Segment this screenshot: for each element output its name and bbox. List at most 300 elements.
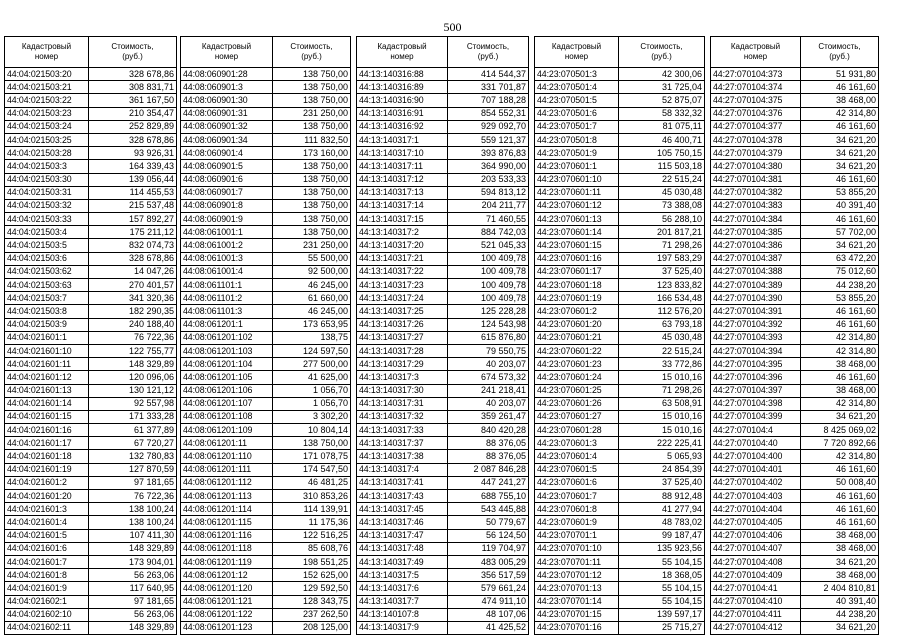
cost-cell: 215 537,48 <box>89 199 177 212</box>
cadastral-number-cell: 44:13:140317:1 <box>357 133 448 146</box>
cost-cell: 117 640,95 <box>89 582 177 595</box>
cadastral-number-cell: 44:04:021601:3 <box>5 503 89 516</box>
cadastral-number-cell: 44:13:140317:14 <box>357 199 448 212</box>
cadastral-number-cell: 44:13:140317:12 <box>357 173 448 186</box>
table-row <box>181 555 351 568</box>
cost-cell: 71 298,26 <box>619 384 705 397</box>
cadastral-number-cell: 44:13:140317:29 <box>357 358 448 371</box>
table-row <box>181 120 351 133</box>
cost-cell: 929 092,70 <box>448 120 529 133</box>
table-row <box>711 410 879 423</box>
cadastral-number-cell: 44:08:060901:7 <box>181 186 273 199</box>
table-row <box>535 305 705 318</box>
cost-cell: 41 425,52 <box>448 621 529 634</box>
cost-cell: 359 261,47 <box>448 410 529 423</box>
cadastral-number-cell: 44:23:070701:1 <box>535 529 619 542</box>
table-row <box>535 133 705 146</box>
cadastral-number-cell: 44:13:140317:3 <box>357 371 448 384</box>
table-row <box>357 358 529 371</box>
cost-cell: 46 245,00 <box>273 279 351 292</box>
cadastral-table-3 <box>356 36 529 635</box>
table-row <box>711 173 879 186</box>
cadastral-number-cell: 44:27:070104:400 <box>711 450 801 463</box>
cost-cell: 34 621,20 <box>801 160 879 173</box>
cost-cell: 356 517,59 <box>448 569 529 582</box>
cost-cell: 18 368,05 <box>619 569 705 582</box>
cadastral-number-cell: 44:23:070601:18 <box>535 279 619 292</box>
cost-cell: 164 339,43 <box>89 160 177 173</box>
cadastral-number-cell: 44:04:021601:17 <box>5 437 89 450</box>
cost-cell: 157 892,27 <box>89 213 177 226</box>
cost-cell: 579 661,24 <box>448 582 529 595</box>
cadastral-number-cell: 44:23:070601:26 <box>535 397 619 410</box>
cost-cell: 46 481,25 <box>273 476 351 489</box>
cadastral-number-cell: 44:08:060901:30 <box>181 94 273 107</box>
table-row <box>181 437 351 450</box>
table-row <box>711 265 879 278</box>
table-row <box>5 516 177 529</box>
cadastral-number-cell: 44:04:021601:6 <box>5 542 89 555</box>
table-row <box>181 516 351 529</box>
cost-cell: 328 678,86 <box>89 252 177 265</box>
cost-cell: 52 875,07 <box>619 94 705 107</box>
cadastral-number-cell: 44:08:060901:9 <box>181 213 273 226</box>
cadastral-number-cell: 44:27:070104:384 <box>711 213 801 226</box>
cadastral-number-cell: 44:04:021601:4 <box>5 516 89 529</box>
cost-cell: 97 181,65 <box>89 595 177 608</box>
cadastral-number-cell: 44:04:021601:13 <box>5 384 89 397</box>
cost-cell: 615 876,80 <box>448 331 529 344</box>
cost-cell: 46 161,60 <box>801 305 879 318</box>
cadastral-number-cell: 44:13:140317:9 <box>357 621 448 634</box>
cost-cell: 175 211,12 <box>89 226 177 239</box>
table-row <box>5 503 177 516</box>
table-row <box>711 292 879 305</box>
cadastral-number-cell: 44:27:070104:398 <box>711 397 801 410</box>
table-row <box>711 239 879 252</box>
cadastral-number-cell: 44:13:140317:27 <box>357 331 448 344</box>
cost-cell: 57 702,00 <box>801 226 879 239</box>
table-row <box>535 503 705 516</box>
cost-cell: 414 544,37 <box>448 68 529 81</box>
table-row <box>181 107 351 120</box>
header-cost: Стоимость, (руб.) <box>273 37 351 68</box>
cadastral-number-cell: 44:23:070601:17 <box>535 265 619 278</box>
cadastral-number-cell: 44:13:140317:20 <box>357 239 448 252</box>
cost-cell: 341 320,36 <box>89 292 177 305</box>
table-row <box>535 410 705 423</box>
cadastral-number-cell: 44:08:061201:114 <box>181 503 273 516</box>
cadastral-number-cell: 44:23:070601:11 <box>535 186 619 199</box>
cost-cell: 707 188,28 <box>448 94 529 107</box>
cost-cell: 61 377,89 <box>89 424 177 437</box>
cost-cell: 42 314,80 <box>801 397 879 410</box>
cost-cell: 100 409,78 <box>448 252 529 265</box>
cadastral-number-cell: 44:08:060901:3 <box>181 81 273 94</box>
table-row <box>535 186 705 199</box>
table-row <box>5 569 177 582</box>
table-row <box>711 226 879 239</box>
cadastral-number-cell: 44:13:140317:38 <box>357 450 448 463</box>
table-row <box>711 358 879 371</box>
table-row <box>181 160 351 173</box>
cadastral-number-cell: 44:27:070104:383 <box>711 199 801 212</box>
cadastral-number-cell: 44:08:061201:116 <box>181 529 273 542</box>
table-row <box>5 384 177 397</box>
table-row <box>181 410 351 423</box>
cost-cell: 50 008,40 <box>801 476 879 489</box>
table-row <box>5 265 177 278</box>
table-row <box>535 490 705 503</box>
cadastral-number-cell: 44:08:061201:123 <box>181 621 273 634</box>
cadastral-number-cell: 44:13:140317:5 <box>357 569 448 582</box>
table-row <box>181 199 351 212</box>
cost-cell: 122 755,77 <box>89 344 177 357</box>
cadastral-number-cell: 44:27:070104:41 <box>711 582 801 595</box>
cadastral-number-cell: 44:04:021503:33 <box>5 213 89 226</box>
table-row <box>181 569 351 582</box>
cadastral-number-cell: 44:23:070701:11 <box>535 555 619 568</box>
table-row <box>181 279 351 292</box>
table-row <box>711 279 879 292</box>
cadastral-number-cell: 44:04:021503:28 <box>5 147 89 160</box>
cost-cell: 222 225,41 <box>619 437 705 450</box>
cadastral-number-cell: 44:04:021601:11 <box>5 358 89 371</box>
table-row <box>357 318 529 331</box>
table-row <box>357 107 529 120</box>
table-row <box>5 226 177 239</box>
cadastral-number-cell: 44:23:070601:3 <box>535 437 619 450</box>
cost-cell: 42 314,80 <box>801 107 879 120</box>
cost-cell: 51 931,80 <box>801 68 879 81</box>
cost-cell: 92 500,00 <box>273 265 351 278</box>
cadastral-number-cell: 44:13:140317:26 <box>357 318 448 331</box>
cost-cell: 37 525,40 <box>619 265 705 278</box>
cost-cell: 88 376,05 <box>448 437 529 450</box>
cost-cell: 107 411,30 <box>89 529 177 542</box>
cadastral-number-cell: 44:27:070104:396 <box>711 371 801 384</box>
cost-cell: 100 409,78 <box>448 292 529 305</box>
cost-cell: 40 203,07 <box>448 397 529 410</box>
cadastral-number-cell: 44:08:060901:31 <box>181 107 273 120</box>
table-row <box>711 344 879 357</box>
cost-cell: 85 608,76 <box>273 542 351 555</box>
cost-cell: 112 576,20 <box>619 305 705 318</box>
table-row <box>357 450 529 463</box>
cost-cell: 25 715,27 <box>619 621 705 634</box>
table-row <box>357 292 529 305</box>
table-row <box>535 397 705 410</box>
cost-cell: 139 597,17 <box>619 608 705 621</box>
cost-cell: 138,75 <box>273 331 351 344</box>
cost-cell: 127 870,59 <box>89 463 177 476</box>
cost-cell: 197 583,29 <box>619 252 705 265</box>
cadastral-number-cell: 44:08:061201:118 <box>181 542 273 555</box>
table-row <box>535 344 705 357</box>
table-row <box>5 344 177 357</box>
cadastral-number-cell: 44:04:021503:63 <box>5 279 89 292</box>
cost-cell: 594 813,12 <box>448 186 529 199</box>
cost-cell: 46 161,60 <box>801 120 879 133</box>
table-row <box>711 186 879 199</box>
cadastral-number-cell: 44:13:140316:92 <box>357 120 448 133</box>
cadastral-number-cell: 44:27:070104:390 <box>711 292 801 305</box>
cadastral-number-cell: 44:13:140107:8 <box>357 608 448 621</box>
cadastral-number-cell: 44:23:070601:8 <box>535 503 619 516</box>
cost-cell: 138 750,00 <box>273 199 351 212</box>
cost-cell: 111 832,50 <box>273 133 351 146</box>
table-row <box>181 226 351 239</box>
cost-cell: 88 912,48 <box>619 490 705 503</box>
cost-cell: 71 460,55 <box>448 213 529 226</box>
table-row <box>711 199 879 212</box>
table-row <box>5 279 177 292</box>
cost-cell: 231 250,00 <box>273 239 351 252</box>
cadastral-number-cell: 44:04:021503:7 <box>5 292 89 305</box>
cadastral-number-cell: 44:27:070104:387 <box>711 252 801 265</box>
cadastral-number-cell: 44:04:021601:5 <box>5 529 89 542</box>
cost-cell: 138 750,00 <box>273 160 351 173</box>
cost-cell: 34 621,20 <box>801 239 879 252</box>
cadastral-number-cell: 44:23:070601:28 <box>535 424 619 437</box>
cadastral-number-cell: 44:27:070104:397 <box>711 384 801 397</box>
cost-cell: 474 911,10 <box>448 595 529 608</box>
page-number: 500 <box>443 20 462 34</box>
table-body <box>535 68 705 635</box>
cadastral-number-cell: 44:08:061201:109 <box>181 424 273 437</box>
table-row <box>5 81 177 94</box>
table-row <box>711 555 879 568</box>
cost-cell: 138 750,00 <box>273 437 351 450</box>
cadastral-number-cell: 44:27:070104:410 <box>711 595 801 608</box>
cadastral-number-cell: 44:08:061201:112 <box>181 476 273 489</box>
table-row <box>711 371 879 384</box>
cost-cell: 34 621,20 <box>801 133 879 146</box>
table-row <box>357 186 529 199</box>
cadastral-number-cell: 44:08:060901:34 <box>181 133 273 146</box>
table-row <box>535 542 705 555</box>
cadastral-number-cell: 44:13:140317:7 <box>357 595 448 608</box>
table-row <box>181 582 351 595</box>
cost-cell: 308 831,71 <box>89 81 177 94</box>
cost-cell: 128 343,75 <box>273 595 351 608</box>
cadastral-number-cell: 44:23:070601:14 <box>535 226 619 239</box>
table-row <box>357 437 529 450</box>
table-row <box>711 384 879 397</box>
cost-cell: 328 678,86 <box>89 133 177 146</box>
cost-cell: 252 829,89 <box>89 120 177 133</box>
cadastral-number-cell: 44:23:070601:24 <box>535 371 619 384</box>
table-row <box>711 476 879 489</box>
table-row <box>357 265 529 278</box>
cadastral-number-cell: 44:04:021503:4 <box>5 226 89 239</box>
cost-cell: 393 876,83 <box>448 147 529 160</box>
table-row <box>535 384 705 397</box>
cadastral-number-cell: 44:27:070104:408 <box>711 555 801 568</box>
cost-cell: 203 533,33 <box>448 173 529 186</box>
table-row <box>5 450 177 463</box>
table-row <box>5 358 177 371</box>
table-row <box>711 437 879 450</box>
table-row <box>711 147 879 160</box>
table-row <box>5 120 177 133</box>
cadastral-number-cell: 44:23:070601:25 <box>535 384 619 397</box>
table-row <box>535 226 705 239</box>
table-row <box>5 107 177 120</box>
table-row <box>181 292 351 305</box>
cadastral-number-cell: 44:08:061201:121 <box>181 595 273 608</box>
cost-cell: 46 161,60 <box>801 81 879 94</box>
cost-cell: 22 515,24 <box>619 173 705 186</box>
cadastral-number-cell: 44:27:070104:385 <box>711 226 801 239</box>
cost-cell: 38 468,00 <box>801 542 879 555</box>
cadastral-number-cell: 44:23:070601:12 <box>535 199 619 212</box>
cost-cell: 34 621,20 <box>801 410 879 423</box>
cadastral-number-cell: 44:27:070104:377 <box>711 120 801 133</box>
cost-cell: 361 167,50 <box>89 94 177 107</box>
table-row <box>535 463 705 476</box>
table-row <box>535 358 705 371</box>
cost-cell: 138 750,00 <box>273 94 351 107</box>
cost-cell: 198 551,25 <box>273 555 351 568</box>
table-row <box>181 331 351 344</box>
cost-cell: 148 329,89 <box>89 542 177 555</box>
table-row <box>181 252 351 265</box>
table-row <box>181 133 351 146</box>
cost-cell: 92 557,98 <box>89 397 177 410</box>
table-row <box>181 358 351 371</box>
cost-cell: 138 750,00 <box>273 173 351 186</box>
cost-cell: 270 401,57 <box>89 279 177 292</box>
cost-cell: 34 621,20 <box>801 621 879 634</box>
table-row <box>5 608 177 621</box>
table-row <box>711 569 879 582</box>
cost-cell: 56 263,06 <box>89 608 177 621</box>
cadastral-number-cell: 44:27:070104:405 <box>711 516 801 529</box>
cadastral-number-cell: 44:23:070501:9 <box>535 147 619 160</box>
cost-cell: 93 926,31 <box>89 147 177 160</box>
table-row <box>181 147 351 160</box>
cost-cell: 124 597,50 <box>273 344 351 357</box>
table-row <box>181 463 351 476</box>
cost-cell: 483 005,29 <box>448 555 529 568</box>
cadastral-number-cell: 44:27:070104:375 <box>711 94 801 107</box>
cadastral-number-cell: 44:13:140317:31 <box>357 397 448 410</box>
table-row <box>5 68 177 81</box>
table-row <box>535 437 705 450</box>
cadastral-number-cell: 44:13:140317:28 <box>357 344 448 357</box>
cadastral-number-cell: 44:23:070701:15 <box>535 608 619 621</box>
cost-cell: 46 161,60 <box>801 463 879 476</box>
table-header-row <box>535 37 705 68</box>
table-row <box>711 94 879 107</box>
table-row <box>181 503 351 516</box>
table-row <box>711 107 879 120</box>
table-row <box>357 569 529 582</box>
cost-cell: 364 990,00 <box>448 160 529 173</box>
table-row <box>181 81 351 94</box>
table-row <box>535 371 705 384</box>
cadastral-number-cell: 44:23:070601:1 <box>535 160 619 173</box>
table-row <box>181 424 351 437</box>
cadastral-number-cell: 44:04:021503:62 <box>5 265 89 278</box>
cadastral-number-cell: 44:27:070104:407 <box>711 542 801 555</box>
table-row <box>357 503 529 516</box>
cost-cell: 148 329,89 <box>89 358 177 371</box>
cadastral-number-cell: 44:23:070501:6 <box>535 107 619 120</box>
table-row <box>181 397 351 410</box>
cadastral-number-cell: 44:23:070601:23 <box>535 358 619 371</box>
cost-cell: 31 725,04 <box>619 81 705 94</box>
table-header-row <box>181 37 351 68</box>
cadastral-number-cell: 44:13:140317:45 <box>357 503 448 516</box>
cost-cell: 44 238,20 <box>801 279 879 292</box>
cadastral-number-cell: 44:08:061201:113 <box>181 490 273 503</box>
cadastral-number-cell: 44:23:070501:8 <box>535 133 619 146</box>
cost-cell: 44 238,20 <box>801 608 879 621</box>
table-row <box>357 226 529 239</box>
cost-cell: 8 425 069,02 <box>801 424 879 437</box>
table-row <box>5 252 177 265</box>
cost-cell: 688 755,10 <box>448 490 529 503</box>
cost-cell: 152 625,00 <box>273 569 351 582</box>
cost-cell: 38 468,00 <box>801 569 879 582</box>
table-row <box>5 292 177 305</box>
cost-cell: 148 329,89 <box>89 621 177 634</box>
table-row <box>181 265 351 278</box>
cadastral-number-cell: 44:13:140317:48 <box>357 542 448 555</box>
table-row <box>181 94 351 107</box>
table-row <box>711 120 879 133</box>
table-header-row <box>5 37 177 68</box>
table-row <box>535 213 705 226</box>
cadastral-number-cell: 44:13:140317:15 <box>357 213 448 226</box>
cadastral-number-cell: 44:27:070104:4 <box>711 424 801 437</box>
cost-cell: 138 750,00 <box>273 68 351 81</box>
table-row <box>711 133 879 146</box>
cadastral-number-cell: 44:08:061201:106 <box>181 384 273 397</box>
table-row <box>5 476 177 489</box>
table-row <box>711 424 879 437</box>
cadastral-number-cell: 44:04:021601:14 <box>5 397 89 410</box>
cadastral-table-4 <box>534 36 705 635</box>
cadastral-number-cell: 44:13:140317:37 <box>357 437 448 450</box>
table-row <box>711 529 879 542</box>
cadastral-number-cell: 44:04:021503:20 <box>5 68 89 81</box>
table-row <box>535 555 705 568</box>
table-row <box>181 542 351 555</box>
cadastral-number-cell: 44:23:070501:5 <box>535 94 619 107</box>
cost-cell: 22 515,24 <box>619 344 705 357</box>
table-row <box>181 344 351 357</box>
table-row <box>711 81 879 94</box>
cadastral-number-cell: 44:08:061001:3 <box>181 252 273 265</box>
cadastral-number-cell: 44:04:021602:10 <box>5 608 89 621</box>
cost-cell: 125 228,28 <box>448 305 529 318</box>
table-row <box>5 239 177 252</box>
cost-cell: 120 096,06 <box>89 371 177 384</box>
table-row <box>5 133 177 146</box>
table-row <box>181 529 351 542</box>
table-row <box>357 94 529 107</box>
cost-cell: 38 468,00 <box>801 529 879 542</box>
cadastral-number-cell: 44:04:021503:31 <box>5 186 89 199</box>
cost-cell: 75 012,60 <box>801 265 879 278</box>
cost-cell: 55 104,15 <box>619 582 705 595</box>
cadastral-number-cell: 44:23:070601:9 <box>535 516 619 529</box>
cadastral-number-cell: 44:27:070104:380 <box>711 160 801 173</box>
cadastral-number-cell: 44:04:021503:6 <box>5 252 89 265</box>
